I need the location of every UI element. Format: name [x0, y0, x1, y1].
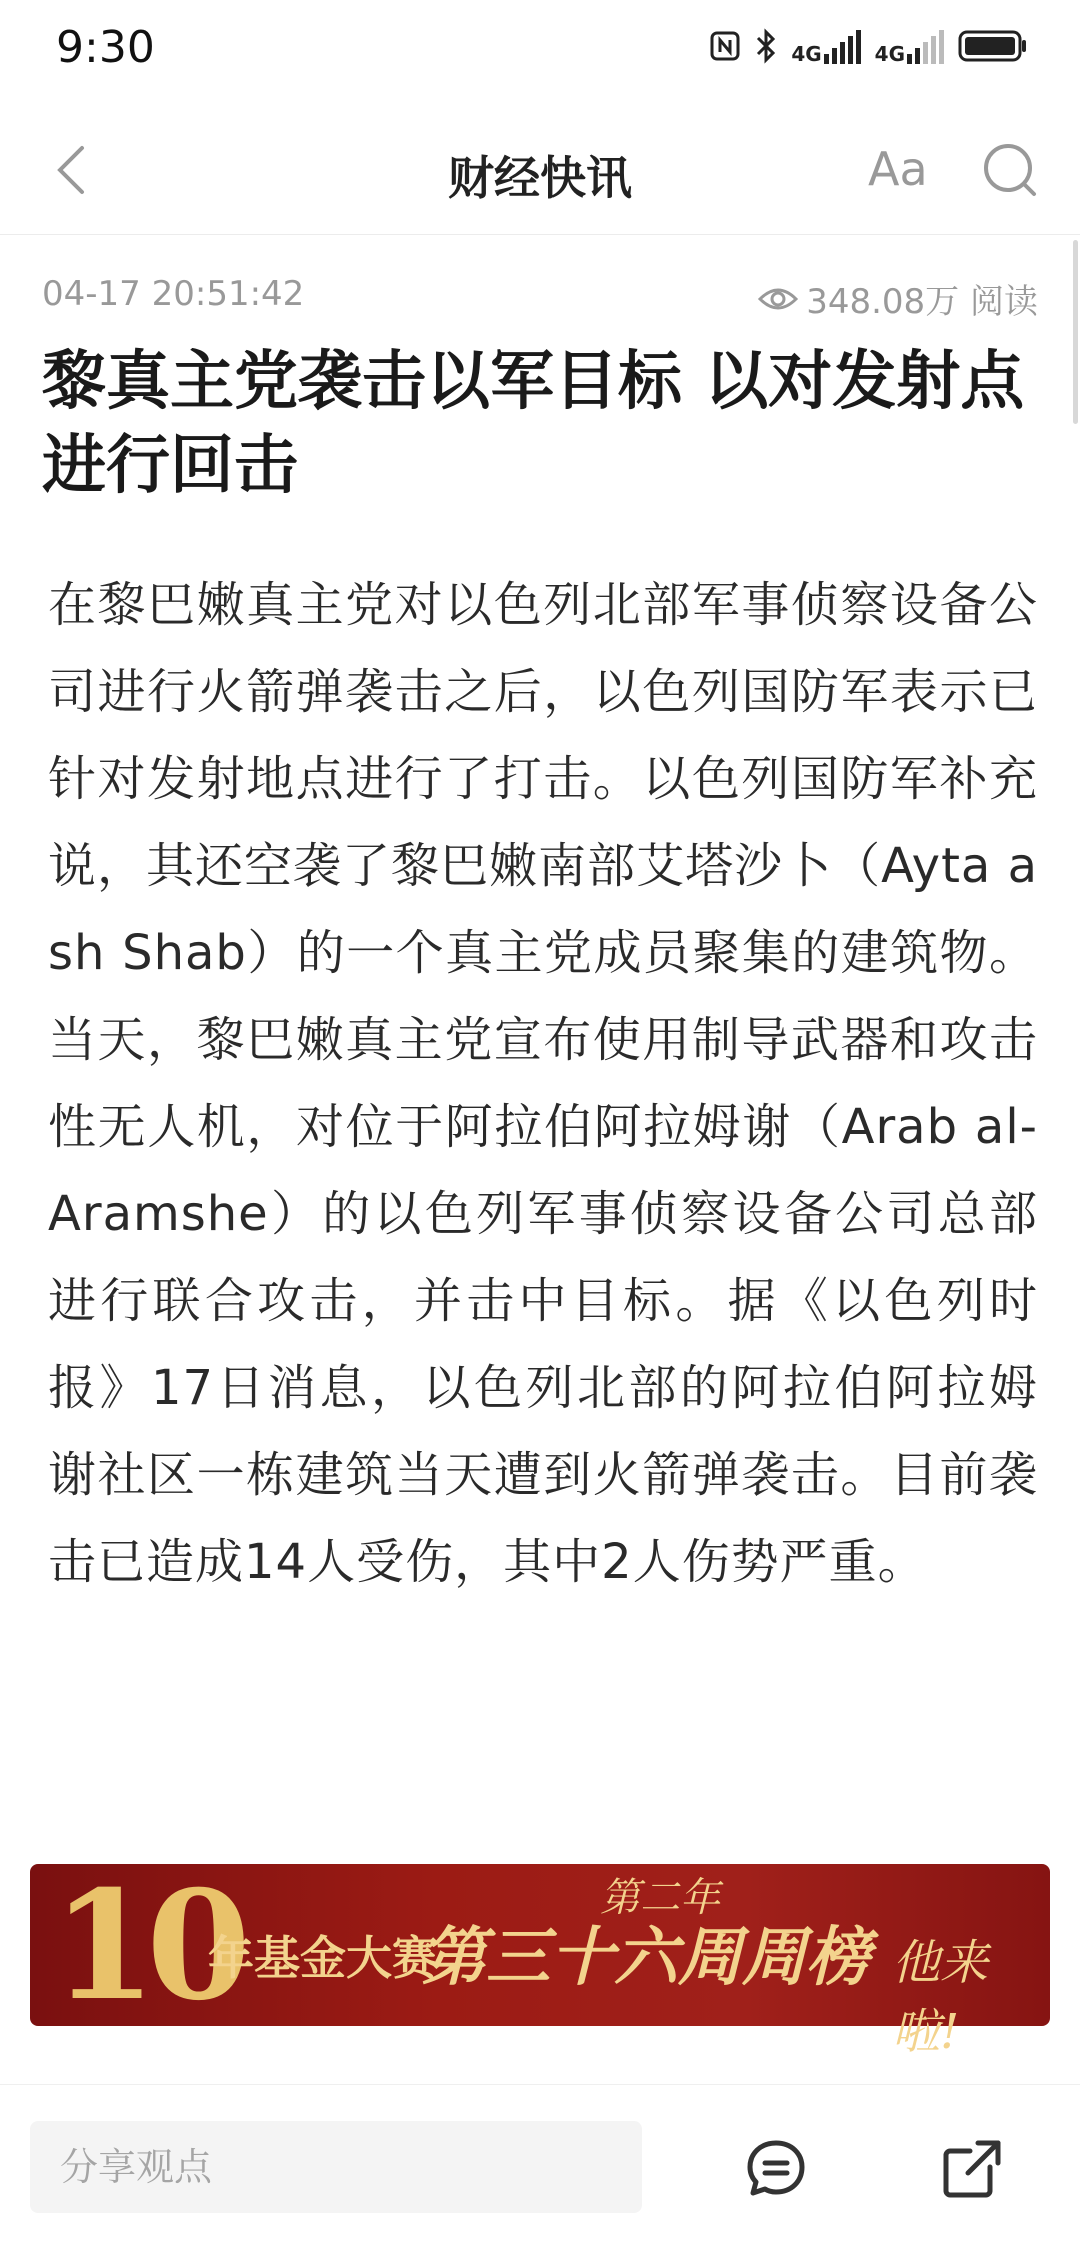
font-size-button[interactable]: Aa — [868, 142, 928, 196]
comment-icon[interactable] — [744, 2137, 808, 2201]
article-datetime: 04-17 20:51:42 — [42, 274, 305, 314]
share-opinion-input[interactable] — [30, 2121, 642, 2213]
promo-banner[interactable] — [30, 1858, 1050, 2060]
bluetooth-icon — [755, 29, 777, 63]
article-meta — [42, 270, 1038, 320]
signal-icon-2 — [875, 28, 944, 64]
battery-icon — [958, 29, 1028, 63]
banner-subtitle: 年基金大赛 — [208, 1931, 438, 1985]
bottom-action-bar — [0, 2084, 1080, 2245]
banner-top-text: 第二年 — [600, 1875, 720, 1921]
banner-number: 10 — [52, 1858, 241, 2034]
scrollbar[interactable] — [1073, 240, 1078, 424]
view-count-text: 348.08万 阅读 — [806, 282, 1038, 322]
status-time: 9:30 — [56, 22, 155, 73]
status-icons — [709, 28, 1028, 64]
share-forward-icon[interactable] — [940, 2137, 1004, 2201]
eye-icon — [758, 285, 798, 313]
app-header — [0, 104, 1080, 235]
network-type-label: 4G — [791, 42, 822, 66]
article-body: 在黎巴嫩真主党对以色列北部军事侦察设备公司进行火箭弹袭击之后，以色列国防军表示已针对发射地点进行了打击。以色列国防军补充说，其还空袭了黎巴嫩南部艾塔沙卜（Ayta ash Shab）的一个真主党成员聚集的建筑物。当天，黎巴嫩真主党宣布使用制导武器和攻击性无人机，对位于阿拉伯阿拉姆谢（Arab al-Aramshe）的以色列军事侦察设备公司总部进行联合攻击，并击中目标。据《以色列时报》17日消息，以色列北部的阿拉伯阿拉姆谢社区一栋建筑当天遭到火箭弹袭击。目前袭击已造成14人受伤，其中2人伤势严重。 — [48, 577, 1038, 1590]
view-count — [758, 274, 1038, 323]
nfc-icon — [709, 30, 741, 62]
banner-main-text: 第三十六周周榜 — [422, 1920, 870, 1995]
search-icon[interactable] — [980, 140, 1040, 200]
article-title: 黎真主党袭击以军目标 以对发射点进行回击 — [42, 345, 1025, 503]
status-bar — [0, 0, 1080, 104]
network-type-label-2: 4G — [874, 42, 905, 66]
banner-end-text: 他来啦! — [892, 1935, 989, 2060]
page-title: 财经快讯 — [448, 151, 632, 205]
signal-icon-1 — [791, 28, 860, 64]
